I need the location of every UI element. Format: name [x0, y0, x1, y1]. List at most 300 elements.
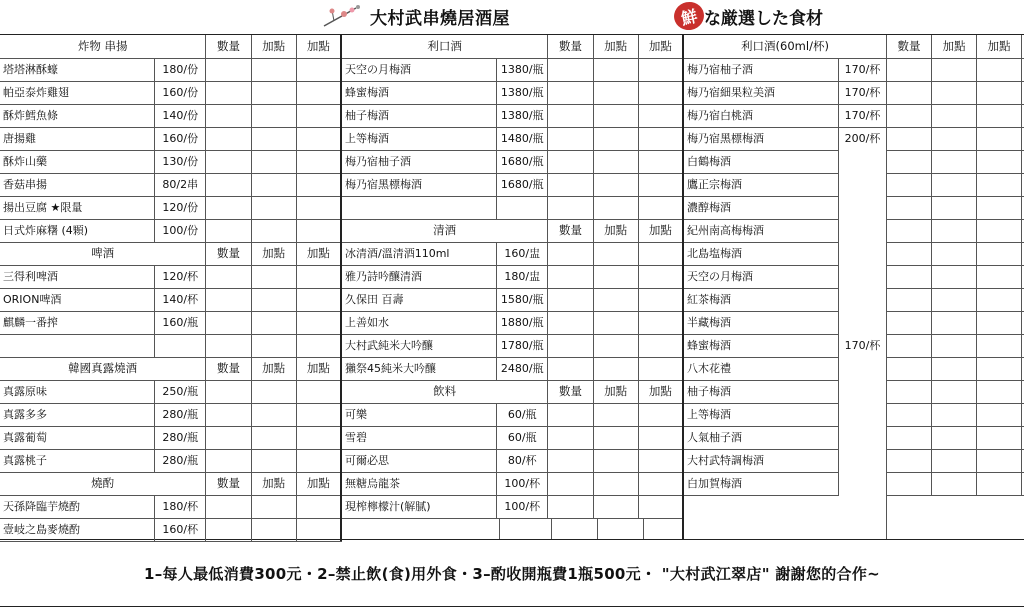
add-order-cell[interactable] — [639, 449, 684, 472]
add-order-cell[interactable] — [977, 81, 1022, 104]
add-order-cell[interactable] — [297, 104, 342, 127]
section-header-row — [0, 357, 342, 381]
add-order-cell[interactable] — [639, 472, 684, 495]
add-order-cell[interactable] — [594, 81, 639, 104]
item-name: 北島塩梅酒 — [684, 242, 839, 265]
add-order-cell[interactable] — [932, 242, 977, 265]
menu-item-row — [342, 288, 684, 312]
add-order-cell[interactable] — [977, 127, 1022, 150]
item-name: 天空の月梅酒 — [342, 58, 497, 81]
add-order-cell[interactable] — [252, 380, 297, 403]
menu-item-row — [342, 449, 684, 473]
add-order-cell[interactable] — [932, 380, 977, 403]
item-price: 60/瓶 — [497, 403, 548, 426]
add-order-cell[interactable] — [297, 495, 342, 518]
qty-input-cell[interactable] — [887, 127, 932, 150]
add-order-cell[interactable] — [252, 58, 297, 81]
qty-input-cell[interactable] — [548, 449, 593, 472]
shared-price-cell: 170/杯 — [839, 150, 887, 539]
item-price: 1880/瓶 — [497, 311, 548, 334]
add-order-cell[interactable] — [297, 173, 342, 196]
menu-item-row — [684, 58, 1024, 82]
qty-input-cell[interactable] — [887, 472, 932, 495]
qty-input-cell[interactable] — [887, 403, 932, 426]
tagline: な厳選した食材 — [704, 9, 823, 29]
qty-input-cell[interactable] — [206, 81, 251, 104]
qty-input-cell[interactable] — [206, 265, 251, 288]
add-order-cell[interactable] — [252, 449, 297, 472]
add-order-cell[interactable] — [977, 58, 1022, 81]
column-divider — [499, 518, 500, 539]
add-order-cell[interactable] — [932, 173, 977, 196]
qty-input-cell[interactable] — [887, 173, 932, 196]
qty-input-cell[interactable] — [548, 265, 593, 288]
add-order-cell[interactable] — [297, 265, 342, 288]
qty-input-cell[interactable] — [887, 288, 932, 311]
menu-item-row — [0, 334, 342, 358]
menu-item-row — [0, 403, 342, 427]
item-name: 真露原味 — [0, 380, 155, 403]
add-order-cell[interactable] — [252, 288, 297, 311]
qty-input-cell[interactable] — [548, 127, 593, 150]
add-order-cell[interactable] — [977, 472, 1022, 495]
add-order-cell[interactable] — [252, 518, 297, 541]
add-order-cell[interactable] — [639, 58, 684, 81]
item-name: 冰清酒/溫清酒110ml — [342, 242, 497, 265]
item-price: 2480/瓶 — [497, 357, 548, 380]
item-name: 梅乃宿白桃酒 — [684, 104, 839, 127]
add-order-column-header: 加點 — [252, 35, 297, 58]
menu-item-row — [0, 518, 342, 542]
item-name: 揚出豆腐 ★限量 — [0, 196, 155, 219]
item-name: 上等梅酒 — [342, 127, 497, 150]
qty-input-cell[interactable] — [206, 127, 251, 150]
add-order-cell[interactable] — [639, 426, 684, 449]
qty-input-cell[interactable] — [548, 311, 593, 334]
add-order-cell[interactable] — [252, 196, 297, 219]
add-order-cell[interactable] — [639, 311, 684, 334]
item-price: 1680/瓶 — [497, 150, 548, 173]
add-order-cell[interactable] — [639, 173, 684, 196]
add-order-cell[interactable] — [639, 81, 684, 104]
add-order-cell[interactable] — [594, 58, 639, 81]
qty-input-cell[interactable] — [206, 334, 251, 357]
item-name: 梅乃宿柚子酒 — [684, 58, 839, 81]
qty-input-cell[interactable] — [548, 242, 593, 265]
add-order-cell[interactable] — [252, 150, 297, 173]
item-name: 梅乃宿黑標梅酒 — [684, 127, 839, 150]
qty-column-header: 數量 — [206, 472, 251, 495]
add-order-cell[interactable] — [252, 265, 297, 288]
item-name: 鷹正宗梅酒 — [684, 173, 839, 196]
add-order-cell[interactable] — [977, 196, 1022, 219]
add-order-cell[interactable] — [594, 265, 639, 288]
menu-item-row — [684, 81, 1024, 105]
qty-column-header: 數量 — [887, 35, 932, 58]
item-name: 現榨檸檬汁(解膩) — [342, 495, 497, 518]
add-order-cell[interactable] — [297, 288, 342, 311]
menu-item-row — [342, 196, 684, 220]
item-price: 160/瓶 — [155, 311, 206, 334]
add-order-cell[interactable] — [977, 288, 1022, 311]
add-order-cell[interactable] — [932, 288, 977, 311]
item-name: 壹岐之島麥燒酌 — [0, 518, 155, 541]
qty-input-cell[interactable] — [887, 334, 932, 357]
add-order-cell[interactable] — [252, 173, 297, 196]
qty-input-cell[interactable] — [887, 242, 932, 265]
item-price: 1580/瓶 — [497, 288, 548, 311]
add-order-cell[interactable] — [594, 104, 639, 127]
menu-item-row — [0, 495, 342, 519]
empty-row-area — [684, 495, 1024, 539]
item-name: 白加賀梅酒 — [684, 472, 839, 495]
item-price: 100/份 — [155, 219, 206, 242]
qty-input-cell[interactable] — [548, 495, 593, 518]
add-order-cell[interactable] — [932, 104, 977, 127]
section-header-row — [0, 242, 342, 266]
add-order-cell[interactable] — [594, 472, 639, 495]
add-order-column-header: 加點 — [297, 357, 342, 380]
add-order-cell[interactable] — [977, 150, 1022, 173]
qty-input-cell[interactable] — [206, 150, 251, 173]
qty-input-cell[interactable] — [548, 150, 593, 173]
add-order-cell[interactable] — [252, 219, 297, 242]
add-order-cell[interactable] — [252, 311, 297, 334]
add-order-cell[interactable] — [932, 472, 977, 495]
qty-input-cell[interactable] — [548, 58, 593, 81]
add-order-cell[interactable] — [977, 311, 1022, 334]
item-name: 梅乃宿柚子酒 — [342, 150, 497, 173]
add-order-cell[interactable] — [297, 219, 342, 242]
item-price: 170/杯 — [839, 104, 887, 127]
add-order-cell[interactable] — [977, 380, 1022, 403]
add-order-cell[interactable] — [977, 173, 1022, 196]
add-order-cell[interactable] — [297, 150, 342, 173]
add-order-cell[interactable] — [639, 334, 684, 357]
qty-input-cell[interactable] — [887, 150, 932, 173]
qty-input-cell[interactable] — [548, 357, 593, 380]
add-order-cell[interactable] — [297, 196, 342, 219]
menu-item-row — [0, 380, 342, 404]
item-name: 三得利啤酒 — [0, 265, 155, 288]
add-order-column-header: 加點 — [594, 380, 639, 403]
add-order-cell[interactable] — [297, 449, 342, 472]
qty-input-cell[interactable] — [206, 380, 251, 403]
qty-input-cell[interactable] — [887, 104, 932, 127]
item-name: 雪碧 — [342, 426, 497, 449]
qty-input-cell[interactable] — [548, 426, 593, 449]
item-price: 1780/瓶 — [497, 334, 548, 357]
section-title: 韓國真露燒酒 — [0, 357, 206, 380]
qty-input-cell[interactable] — [548, 196, 593, 219]
item-price: 1480/瓶 — [497, 127, 548, 150]
add-order-cell[interactable] — [252, 495, 297, 518]
add-order-cell[interactable] — [594, 242, 639, 265]
item-name: 酥炸山藥 — [0, 150, 155, 173]
qty-input-cell[interactable] — [548, 81, 593, 104]
add-order-column-header: 加點 — [297, 35, 342, 58]
menu-item-row — [0, 104, 342, 128]
item-name: 蜂蜜梅酒 — [342, 81, 497, 104]
add-order-cell[interactable] — [594, 449, 639, 472]
add-order-cell[interactable] — [932, 449, 977, 472]
menu-item-row — [684, 127, 1024, 151]
menu-column-liqueur-glass — [684, 35, 1024, 539]
item-price: 100/杯 — [497, 495, 548, 518]
add-order-cell[interactable] — [252, 127, 297, 150]
add-order-cell[interactable] — [977, 265, 1022, 288]
qty-input-cell[interactable] — [548, 403, 593, 426]
section-header-row — [342, 219, 684, 243]
add-order-cell[interactable] — [639, 495, 684, 518]
add-order-column-header: 加點 — [594, 219, 639, 242]
item-name: 紀州南高梅梅酒 — [684, 219, 839, 242]
item-price: 130/份 — [155, 150, 206, 173]
item-name: 上善如水 — [342, 311, 497, 334]
column-divider — [643, 518, 644, 539]
add-order-cell[interactable] — [594, 403, 639, 426]
item-name: 梅乃宿黑標梅酒 — [342, 173, 497, 196]
add-order-cell[interactable] — [932, 150, 977, 173]
add-order-cell[interactable] — [932, 127, 977, 150]
item-price: 280/瓶 — [155, 426, 206, 449]
item-name: 半藏梅酒 — [684, 311, 839, 334]
add-order-cell[interactable] — [977, 403, 1022, 426]
add-order-cell[interactable] — [977, 334, 1022, 357]
menu-item-row — [342, 495, 684, 519]
qty-column-header: 數量 — [206, 242, 251, 265]
item-name — [342, 196, 497, 219]
menu-item-row — [342, 104, 684, 128]
add-order-cell[interactable] — [594, 150, 639, 173]
add-order-cell[interactable] — [639, 196, 684, 219]
item-name: 八木花禮 — [684, 357, 839, 380]
item-price: 80/2串 — [155, 173, 206, 196]
menu-item-row — [342, 334, 684, 358]
section-header-row — [342, 35, 684, 59]
add-order-cell[interactable] — [297, 311, 342, 334]
sakura-branch-icon — [322, 2, 366, 30]
menu-item-row — [342, 127, 684, 151]
item-name: 蜂蜜梅酒 — [684, 334, 839, 357]
qty-input-cell[interactable] — [206, 288, 251, 311]
item-name: 真露多多 — [0, 403, 155, 426]
add-order-cell[interactable] — [252, 403, 297, 426]
add-order-cell[interactable] — [639, 127, 684, 150]
qty-input-cell[interactable] — [206, 518, 251, 541]
add-order-cell[interactable] — [977, 104, 1022, 127]
item-price: 1380/瓶 — [497, 58, 548, 81]
qty-input-cell[interactable] — [887, 426, 932, 449]
add-order-cell[interactable] — [932, 334, 977, 357]
item-name: 可樂 — [342, 403, 497, 426]
add-order-cell[interactable] — [594, 288, 639, 311]
add-order-cell[interactable] — [977, 219, 1022, 242]
menu-item-row — [0, 288, 342, 312]
qty-input-cell[interactable] — [206, 403, 251, 426]
item-price: 100/杯 — [497, 472, 548, 495]
add-order-cell[interactable] — [297, 127, 342, 150]
item-price: 140/杯 — [155, 288, 206, 311]
menu-item-row — [0, 173, 342, 197]
add-order-cell[interactable] — [297, 58, 342, 81]
add-order-cell[interactable] — [594, 334, 639, 357]
column-divider — [597, 518, 598, 539]
item-name: 濃醇梅酒 — [684, 196, 839, 219]
qty-input-cell[interactable] — [206, 449, 251, 472]
add-order-cell[interactable] — [639, 242, 684, 265]
section-title: 飲料 — [342, 380, 548, 403]
item-name: 上等梅酒 — [684, 403, 839, 426]
add-order-cell[interactable] — [297, 81, 342, 104]
item-name: 大村武特調梅酒 — [684, 449, 839, 472]
item-price: 160/份 — [155, 81, 206, 104]
add-order-cell[interactable] — [594, 311, 639, 334]
item-name: 酥炸鱈魚條 — [0, 104, 155, 127]
item-name: 柚子梅酒 — [684, 380, 839, 403]
add-order-cell[interactable] — [594, 173, 639, 196]
menu-item-row — [342, 242, 684, 266]
menu-item-row — [0, 127, 342, 151]
add-order-cell[interactable] — [932, 265, 977, 288]
add-order-cell[interactable] — [594, 127, 639, 150]
item-price: 120/份 — [155, 196, 206, 219]
menu-item-row — [0, 426, 342, 450]
add-order-cell[interactable] — [932, 357, 977, 380]
item-price: 180/盅 — [497, 265, 548, 288]
qty-input-cell[interactable] — [548, 334, 593, 357]
add-order-cell[interactable] — [594, 426, 639, 449]
qty-input-cell[interactable] — [548, 288, 593, 311]
add-order-cell[interactable] — [977, 357, 1022, 380]
item-price: 1380/瓶 — [497, 104, 548, 127]
item-name: ORION啤酒 — [0, 288, 155, 311]
item-name: 獺祭45純米大吟釀 — [342, 357, 497, 380]
add-order-cell[interactable] — [932, 58, 977, 81]
add-order-cell[interactable] — [297, 426, 342, 449]
item-price: 160/盅 — [497, 242, 548, 265]
qty-input-cell[interactable] — [206, 426, 251, 449]
qty-input-cell[interactable] — [887, 380, 932, 403]
add-order-cell[interactable] — [977, 242, 1022, 265]
item-price: 180/份 — [155, 58, 206, 81]
qty-input-cell[interactable] — [548, 173, 593, 196]
qty-input-cell[interactable] — [548, 104, 593, 127]
qty-input-cell[interactable] — [206, 311, 251, 334]
add-order-cell[interactable] — [252, 426, 297, 449]
add-order-cell[interactable] — [932, 403, 977, 426]
menu-item-row — [0, 58, 342, 82]
qty-column-header: 數量 — [548, 35, 593, 58]
add-order-cell[interactable] — [932, 196, 977, 219]
qty-input-cell[interactable] — [206, 196, 251, 219]
section-header-row — [0, 35, 342, 59]
menu-item-row — [0, 150, 342, 174]
add-order-column-header: 加點 — [932, 35, 977, 58]
add-order-cell[interactable] — [594, 495, 639, 518]
empty-row-area — [342, 518, 684, 539]
qty-input-cell[interactable] — [887, 311, 932, 334]
item-price: 140/份 — [155, 104, 206, 127]
menu-column-liqueur-sake-drinks — [342, 35, 684, 539]
item-price: 250/瓶 — [155, 380, 206, 403]
qty-input-cell[interactable] — [206, 219, 251, 242]
qty-input-cell[interactable] — [887, 265, 932, 288]
qty-input-cell[interactable] — [887, 219, 932, 242]
item-price: 200/杯 — [839, 127, 887, 150]
add-order-cell[interactable] — [594, 196, 639, 219]
menu-item-row — [0, 265, 342, 289]
item-name: 紅茶梅酒 — [684, 288, 839, 311]
add-order-cell[interactable] — [932, 81, 977, 104]
qty-input-cell[interactable] — [887, 81, 932, 104]
qty-input-cell[interactable] — [206, 58, 251, 81]
item-price: 180/杯 — [155, 495, 206, 518]
qty-input-cell[interactable] — [548, 472, 593, 495]
item-price: 60/瓶 — [497, 426, 548, 449]
item-name: 日式炸麻糬 (4顆) — [0, 219, 155, 242]
add-order-cell[interactable] — [252, 104, 297, 127]
menu-item-row — [342, 357, 684, 381]
item-name: 雅乃詩吟釀清酒 — [342, 265, 497, 288]
item-name — [0, 334, 155, 357]
qty-input-cell[interactable] — [887, 196, 932, 219]
item-name: 可爾必思 — [342, 449, 497, 472]
add-order-cell[interactable] — [639, 403, 684, 426]
add-order-cell[interactable] — [297, 334, 342, 357]
add-order-column-header: 加點 — [252, 242, 297, 265]
add-order-cell[interactable] — [639, 357, 684, 380]
add-order-column-header: 加點 — [639, 35, 684, 58]
qty-column-header: 數量 — [206, 35, 251, 58]
item-name: 人氣柚子酒 — [684, 426, 839, 449]
add-order-cell[interactable] — [932, 426, 977, 449]
qty-input-cell[interactable] — [887, 357, 932, 380]
add-order-cell[interactable] — [297, 403, 342, 426]
qty-input-cell[interactable] — [887, 58, 932, 81]
qty-input-cell[interactable] — [206, 495, 251, 518]
item-name: 真露桃子 — [0, 449, 155, 472]
menu-item-row — [342, 426, 684, 450]
qty-column-header: 數量 — [206, 357, 251, 380]
qty-input-cell[interactable] — [206, 173, 251, 196]
menu-item-row — [342, 311, 684, 335]
add-order-cell[interactable] — [932, 219, 977, 242]
item-name: 帕亞泰炸雞翅 — [0, 81, 155, 104]
item-price: 120/杯 — [155, 265, 206, 288]
qty-column-header: 數量 — [548, 219, 593, 242]
add-order-cell[interactable] — [594, 357, 639, 380]
add-order-cell[interactable] — [639, 150, 684, 173]
item-name: 大村武純米大吟釀 — [342, 334, 497, 357]
add-order-cell[interactable] — [297, 380, 342, 403]
menu-item-row — [342, 265, 684, 289]
add-order-cell[interactable] — [252, 81, 297, 104]
add-order-cell[interactable] — [977, 449, 1022, 472]
qty-input-cell[interactable] — [887, 449, 932, 472]
add-order-cell[interactable] — [252, 334, 297, 357]
add-order-cell[interactable] — [639, 288, 684, 311]
add-order-cell[interactable] — [639, 104, 684, 127]
item-name: 麒麟一番搾 — [0, 311, 155, 334]
add-order-cell[interactable] — [639, 265, 684, 288]
item-name: 久保田 百壽 — [342, 288, 497, 311]
add-order-cell[interactable] — [977, 426, 1022, 449]
add-order-cell[interactable] — [297, 518, 342, 541]
menu-item-row — [342, 150, 684, 174]
qty-input-cell[interactable] — [206, 104, 251, 127]
add-order-cell[interactable] — [932, 311, 977, 334]
